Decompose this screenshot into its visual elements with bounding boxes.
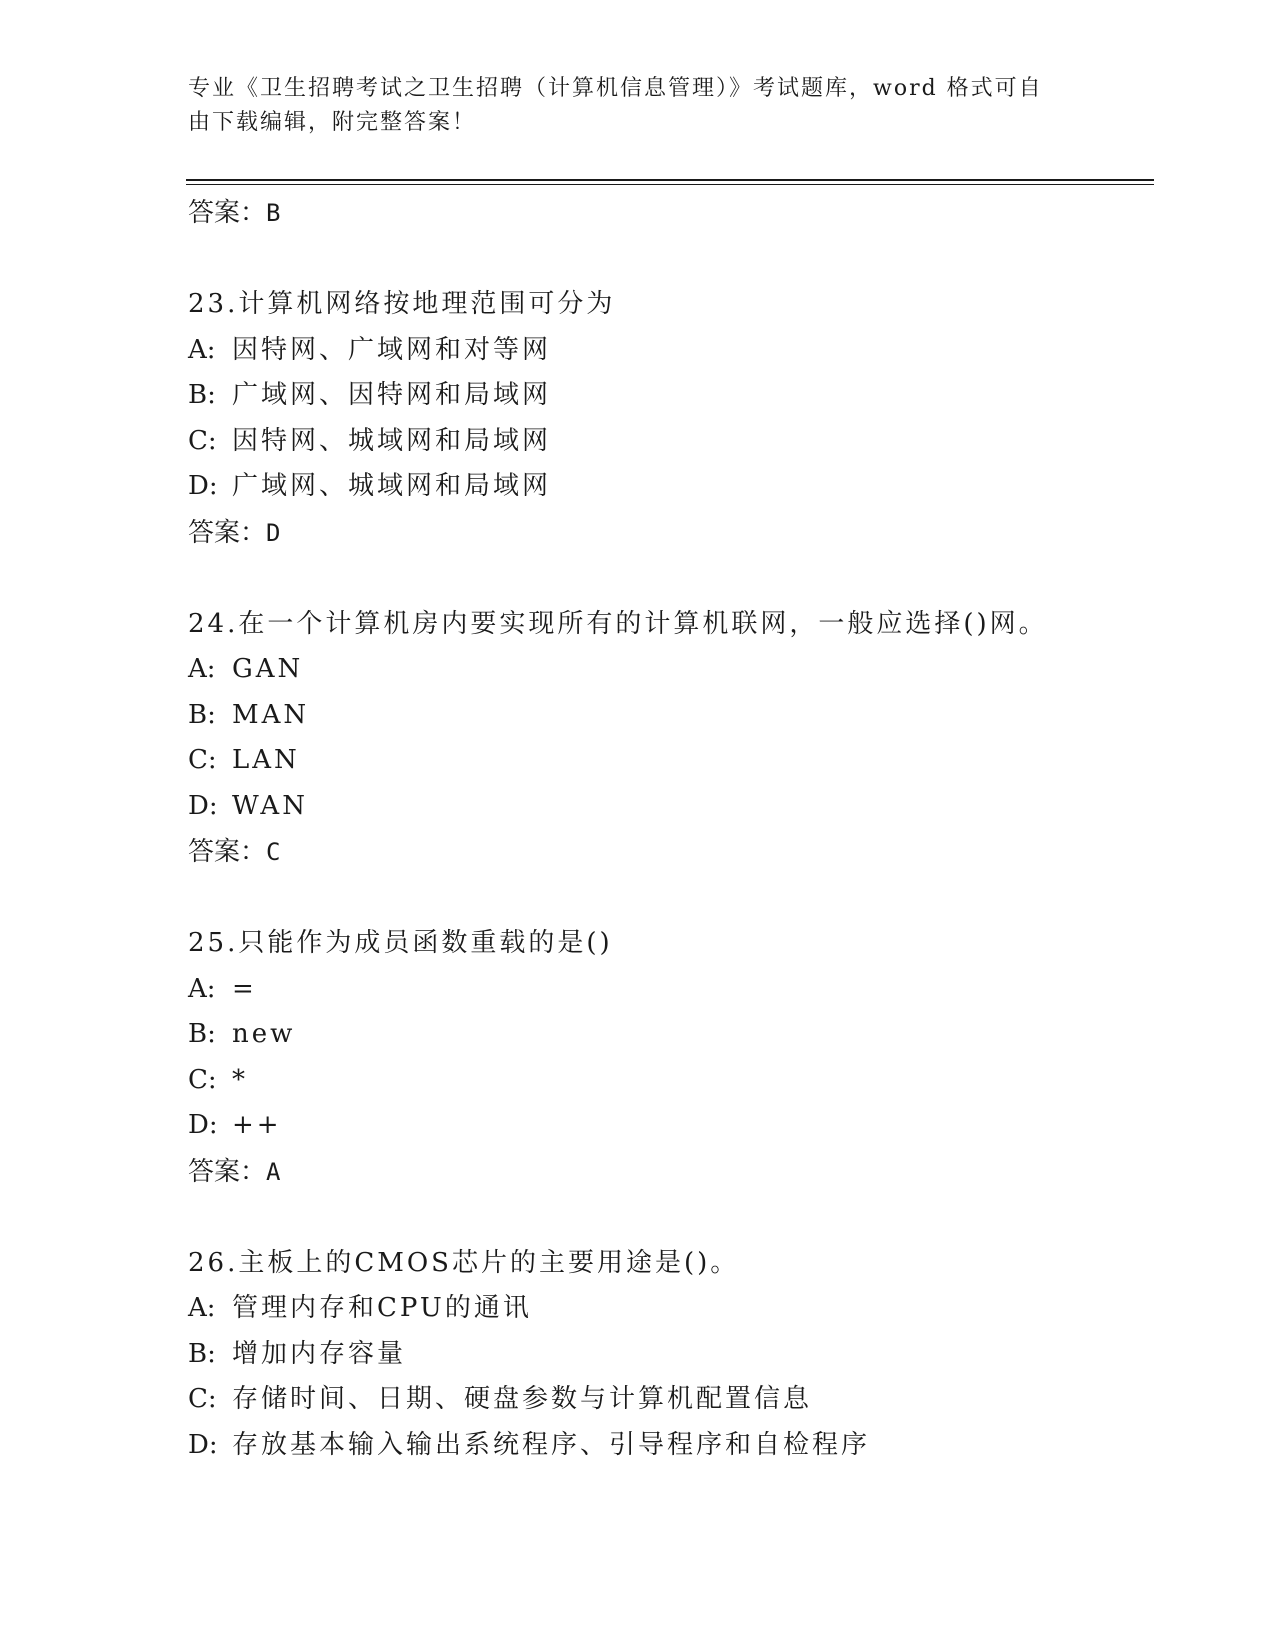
question-block bbox=[188, 1241, 1148, 1469]
question-list bbox=[188, 190, 1148, 1468]
document-header bbox=[188, 72, 1088, 140]
header-line-2: 由下载编辑，附完整答案！ bbox=[188, 110, 477, 135]
option-letter: A: bbox=[188, 973, 216, 1004]
question-stem: 26.主板上的CMOS芯片的主要用途是()。 bbox=[188, 1247, 740, 1278]
option-text: 存放基本输入输出系统程序、引导程序和自检程序 bbox=[232, 1429, 871, 1460]
answer-line bbox=[188, 190, 1148, 236]
option-row bbox=[188, 328, 1148, 374]
option-row bbox=[188, 693, 1148, 739]
answer-value: C bbox=[266, 838, 281, 866]
option-text: MAN bbox=[232, 699, 310, 730]
option-letter: C: bbox=[188, 1064, 217, 1095]
option-text: 存储时间、日期、硬盘参数与计算机配置信息 bbox=[232, 1384, 813, 1414]
option-letter: C: bbox=[188, 425, 217, 456]
option-letter: D: bbox=[188, 790, 218, 821]
option-row bbox=[188, 373, 1148, 419]
option-letter: D: bbox=[188, 1429, 218, 1460]
answer-line bbox=[188, 510, 1148, 556]
option-letter: D: bbox=[188, 1110, 218, 1140]
option-text: 因特网、广域网和对等网 bbox=[232, 334, 552, 365]
option-letter: B: bbox=[188, 1019, 216, 1049]
option-letter: D: bbox=[188, 471, 218, 501]
answer-value: A bbox=[266, 1157, 281, 1186]
option-letter: A: bbox=[188, 334, 216, 365]
option-letter: B: bbox=[188, 699, 216, 730]
answer-line bbox=[188, 1149, 1148, 1195]
answer-line bbox=[188, 829, 1148, 875]
option-text: 因特网、城域网和局域网 bbox=[232, 425, 552, 456]
answer-label: 答案： bbox=[188, 198, 267, 228]
option-row bbox=[188, 1423, 1148, 1469]
option-row bbox=[188, 738, 1148, 784]
answer-label: 答案： bbox=[188, 1156, 267, 1187]
option-letter: A: bbox=[188, 654, 216, 684]
option-row bbox=[188, 784, 1148, 830]
option-row bbox=[188, 1058, 1148, 1104]
option-text: 管理内存和CPU的通讯 bbox=[232, 1293, 532, 1323]
option-text: 增加内存容量 bbox=[232, 1338, 407, 1369]
answer-label: 答案： bbox=[188, 837, 267, 867]
question-stem: 25.只能作为成员函数重载的是() bbox=[188, 928, 613, 958]
option-row bbox=[188, 1377, 1148, 1423]
option-text: WAN bbox=[232, 790, 308, 821]
option-row bbox=[188, 1012, 1148, 1058]
option-letter: B: bbox=[188, 1338, 216, 1369]
answer-value: B bbox=[266, 199, 281, 227]
option-text: 广域网、城域网和局域网 bbox=[232, 471, 552, 501]
header-rule-thin bbox=[186, 184, 1154, 185]
option-letter: C: bbox=[188, 1384, 217, 1414]
question-stem: 24.在一个计算机房内要实现所有的计算机联网，一般应选择()网。 bbox=[188, 608, 1048, 639]
option-row bbox=[188, 967, 1148, 1013]
option-text: = bbox=[232, 973, 257, 1004]
option-text: LAN bbox=[232, 745, 300, 775]
option-text: GAN bbox=[232, 654, 304, 684]
option-letter: A: bbox=[188, 1293, 216, 1323]
question-block bbox=[188, 921, 1148, 1195]
option-row bbox=[188, 647, 1148, 693]
option-row bbox=[188, 1332, 1148, 1378]
option-text: new bbox=[232, 1019, 296, 1049]
header-line-1: 专业《卫生招聘考试之卫生招聘（计算机信息管理）》考试题库，word 格式可自 bbox=[188, 76, 1043, 101]
option-text: 广域网、因特网和局域网 bbox=[232, 380, 552, 410]
option-row bbox=[188, 1286, 1148, 1332]
question-stem: 23.计算机网络按地理范围可分为 bbox=[188, 289, 616, 319]
option-row bbox=[188, 1103, 1148, 1149]
option-letter: B: bbox=[188, 380, 216, 410]
option-text: * bbox=[232, 1064, 248, 1095]
answer-value: D bbox=[266, 518, 281, 547]
header-rule-thick bbox=[186, 179, 1154, 181]
option-row bbox=[188, 464, 1148, 510]
option-letter: C: bbox=[188, 745, 217, 775]
answer-label: 答案： bbox=[188, 517, 267, 548]
question-block bbox=[188, 602, 1148, 876]
question-block bbox=[188, 282, 1148, 556]
option-text: ++ bbox=[232, 1110, 282, 1140]
option-row bbox=[188, 419, 1148, 465]
